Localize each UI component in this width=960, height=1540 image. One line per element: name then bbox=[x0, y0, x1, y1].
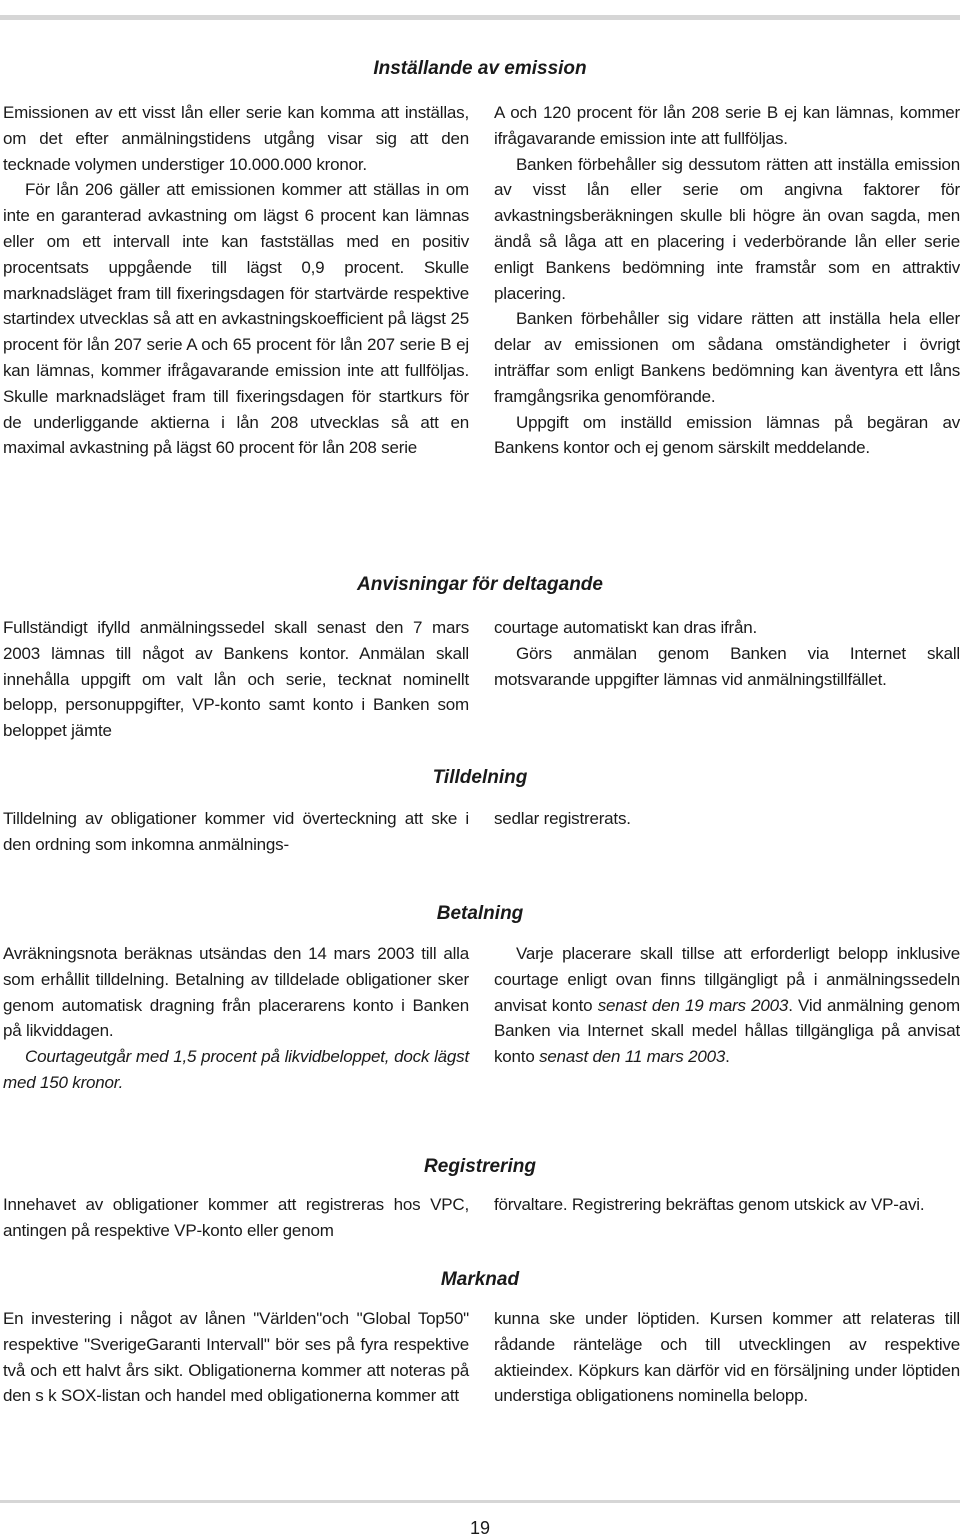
registrering-right-column bbox=[494, 1192, 960, 1218]
paragraph: En investering i något av lånen "Världen"och "Global Top50" respektive "SverigeGaranti Intervall" bör ses på fyra respektive två och ett halvt års sikt. Obligationerna kommer att noteras på den s k SOX-listan och handel med obligationerna kommer att bbox=[3, 1309, 469, 1406]
paragraph: För lån 206 gäller att emissionen kommer att ställas in om inte en garanterad avkastning om lägst 6 procent kan lämnas eller om ett intervall inte kan fastställas med en positiv procentsats uppgående till lägst 0,9 procent. Skulle marknadsläget fram till fixeringsdagen för startvärde respektive startindex utvecklas så att en avkastningskoefficient på lägst 25 procent för lån 207 serie A och 65 procent för lån 207 serie B ej kan lämnas, kommer ifrågavarande emission inte att fullföljas. Skulle marknadsläget fram till fixeringsdagen för startkurs för de underliggande aktierna i lån 208 utvecklas så att en maximal avkastning på lägst 60 procent för lån 208 serie bbox=[3, 180, 469, 458]
marknad-right-column bbox=[494, 1306, 960, 1409]
text-run: . bbox=[725, 1047, 730, 1067]
paragraph: A och 120 procent för lån 208 serie B ej kan lämnas, kommer ifrågavarande emission inte att fullföljas. bbox=[494, 103, 960, 148]
paragraph: förvaltare. Registrering bekräftas genom utskick av VP-avi. bbox=[494, 1195, 925, 1214]
emphasis-date: senast den 19 mars 2003 bbox=[597, 995, 789, 1015]
paragraph: Görs anmälan genom Banken via Internet skall motsvarande uppgifter lämnas vid anmälningstillfället. bbox=[494, 643, 960, 689]
heading-betalning: Betalning bbox=[436, 903, 524, 924]
anvisningar-left-column bbox=[3, 615, 469, 744]
top-divider bbox=[0, 15, 960, 20]
text-run: . Vid anmälning genom Banken via Internet skall medel hållas tillgängliga på anvisat konto bbox=[494, 995, 960, 1067]
heading-tilldelning: Tilldelning bbox=[432, 767, 528, 788]
tilldelning-right-column bbox=[494, 806, 960, 832]
paragraph: sedlar registrerats. bbox=[494, 809, 631, 828]
paragraph: Courtageutgår med 1,5 procent på likvidbeloppet, dock lägst med 150 kronor. bbox=[3, 1047, 469, 1092]
heading-anvisningar: Anvisningar för deltagande bbox=[357, 574, 603, 595]
registrering-left-column bbox=[3, 1192, 469, 1244]
heading-registrering: Registrering bbox=[424, 1156, 536, 1177]
tilldelning-left-column bbox=[3, 806, 469, 858]
paragraph: courtage automatiskt kan dras ifrån. bbox=[494, 618, 758, 637]
paragraph: Emissionen av ett visst lån eller serie kan komma att inställas, om det efter anmälningstidens utgång visar sig att den tecknade volymen understiger 10.000.000 kronor. bbox=[3, 103, 469, 174]
paragraph: Fullständigt ifylld anmälningssedel skall senast den 7 mars 2003 lämnas till något av Bankens kontor. Anmälan skall innehålla uppgift om valt lån och serie, tecknat nominellt belopp, personuppgifter, VP-konto samt konto i Banken som beloppet jämte bbox=[3, 618, 469, 741]
emphasis-date: senast den 11 mars 2003 bbox=[539, 1047, 726, 1067]
bottom-divider bbox=[0, 1500, 960, 1503]
installande-left-column bbox=[3, 100, 469, 461]
paragraph bbox=[494, 941, 960, 1070]
paragraph: Banken förbehåller sig vidare rätten att inställa hela eller delar av emissionen om sådana omständigheter i övrigt inträffar som enligt Bankens bedömning kan äventyra ett låns framgångsrika genomförande. bbox=[494, 309, 960, 406]
anvisningar-right-column bbox=[494, 615, 960, 692]
marknad-left-column bbox=[3, 1306, 469, 1409]
paragraph: Tilldelning av obligationer kommer vid överteckning att ske i den ordning som inkomna anmälnings- bbox=[3, 809, 469, 854]
betalning-right-column bbox=[494, 941, 960, 1070]
paragraph: Banken förbehåller sig dessutom rätten att inställa emission av visst lån eller serie om angivna faktorer för avkastningsberäkningen skulle bli högre än ovan sagda, men ändå så låga att en placering i vederbörande lån eller serie enligt Bankens bedömning inte framstår som en attraktiv placering. bbox=[494, 154, 960, 303]
betalning-left-column bbox=[3, 941, 469, 1096]
page-number: 19 bbox=[469, 1518, 491, 1538]
paragraph: Uppgift om inställd emission lämnas på begäran av Bankens kontor och ej genom särskilt meddelande. bbox=[494, 412, 960, 458]
heading-installande: Inställande av emission bbox=[373, 58, 587, 79]
paragraph: Innehavet av obligationer kommer att registreras hos VPC, antingen på respektive VP-konto eller genom bbox=[3, 1195, 469, 1240]
paragraph: kunna ske under löptiden. Kursen kommer att relateras till rådande ränteläge och till utvecklingen av respektive aktieindex. Köpkurs kan därför vid en försäljning under löptiden understiga obligationens nominella belopp. bbox=[494, 1309, 960, 1406]
installande-right-column bbox=[494, 100, 960, 461]
paragraph: Avräkningsnota beräknas utsändas den 14 mars 2003 till alla som erhållit tilldelning. Betalning av tilldelade obligationer sker genom automatisk dragning från placerarens konto i Banken på likviddagen. bbox=[3, 944, 469, 1041]
heading-marknad: Marknad bbox=[440, 1269, 520, 1290]
text-run: Varje placerare skall tillse att erforderligt belopp inklusive courtage enligt ovan finns tillgängligt på i anmälningssedeln anvisat konto bbox=[494, 944, 960, 1015]
